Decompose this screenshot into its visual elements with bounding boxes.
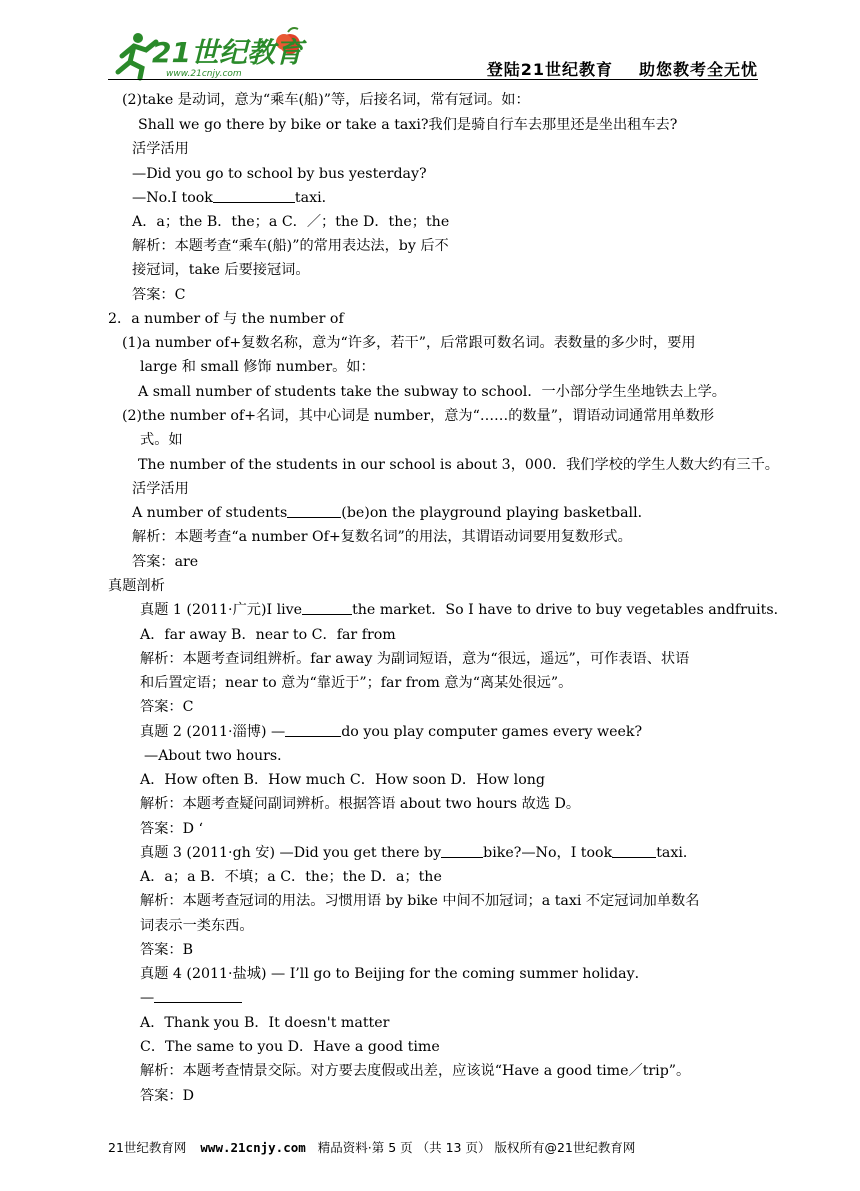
text-line: Shall we go there by bike or take a taxi?我们是骑自行车去那里还是坐出租车去?: [138, 117, 678, 133]
text-line: 真题 2 (2011·淄博) — do you play computer games every week?: [140, 724, 643, 740]
text-line: 真题 4 (2011·盐城) — I’ll go to Beijing for the coming summer holiday．: [140, 966, 649, 982]
text-line: The number of the students in our school is about 3，000．我们学校的学生人数大约有三千。: [138, 457, 779, 473]
text-line: 接冠词，take 后要接冠词。: [132, 262, 310, 278]
text-line: 式。如: [140, 432, 183, 448]
footer-info: 精品资料·第 5 页 （共 13 页） 版权所有@21世纪教育网: [317, 1140, 636, 1155]
text-line: —Did you go to school by bus yesterday?: [132, 166, 427, 182]
page-header: [108, 26, 758, 82]
slogan-left: 登陆21世纪教育: [486, 60, 613, 79]
text-line: 答案：are: [132, 554, 199, 570]
text-line: 答案：B: [140, 942, 193, 958]
answer-blank: [213, 188, 295, 203]
text-line: 词表示一类东西。: [140, 918, 254, 934]
text-line: A．far away B．near to C．far from: [140, 627, 396, 643]
text-line: A number of students (be)on the playground playing basketball．: [132, 505, 652, 521]
footer-site: 21世纪教育网: [108, 1140, 187, 1155]
text-line: C．The same to you D．Have a good time: [140, 1039, 440, 1055]
logo-url: www.21cnjy.com: [166, 69, 242, 79]
site-logo: [108, 26, 308, 82]
answer-blank: [154, 988, 242, 1003]
text-line: 活学活用: [132, 141, 189, 157]
text-line: 解析：本题考查“乘车(船)”的常用表达法，by 后不: [132, 238, 449, 254]
text-line: 2．a number of 与 the number of: [108, 311, 344, 327]
text-line: A．How often B．How much C．How soon D．How long: [140, 772, 545, 788]
text-line: A．a；the B．the；a C．／；the D．the；the: [132, 214, 450, 230]
text-line: (2)the number of+名词，其中心词是 number，意为“……的数量”，谓语动词通常用单数形: [122, 408, 715, 424]
answer-blank: [285, 722, 341, 737]
header-slogan: [461, 57, 758, 80]
text-line: 答案：C: [140, 699, 194, 715]
answer-blank: [441, 843, 483, 858]
text-line: 答案：D: [140, 1088, 194, 1104]
text-line: 真题 3 (2011·gh 安) —Did you get there by bike?—No，I took taxi．: [140, 845, 698, 861]
text-line: 解析：本题考查“a number Of+复数名词”的用法，其谓语动词要用复数形式。: [132, 529, 632, 545]
runner-icon: [118, 33, 156, 78]
header-divider: [108, 79, 758, 80]
text-line: A．Thank you B．It doesn't matter: [140, 1015, 390, 1031]
text-line: A．a；a B．不填；a C．the；the D．a；the: [140, 869, 442, 885]
logo-text: 21世纪教育: [152, 36, 303, 69]
text-line: A small number of students take the subway to school．一小部分学生坐地铁去上学。: [138, 384, 726, 400]
answer-blank: [302, 600, 352, 615]
answer-blank: [287, 503, 341, 518]
page-footer: [108, 1138, 758, 1156]
footer-url: www.21cnjy.com: [200, 1140, 306, 1155]
text-line: 解析：本题考查情景交际。对方要去度假或出差，应该说“Have a good time／trip”。: [140, 1063, 691, 1079]
slogan-right: 助您教考全无忧: [638, 60, 758, 79]
text-line: 真题 1 (2011·广元)I live the market．So I have to drive to buy vegetables andfruits．: [140, 602, 788, 618]
text-line: 解析：本题考查词组辨析。far away 为副词短语，意为“很远，遥远”，可作表语、状语: [140, 651, 690, 667]
text-line: 答案：C: [132, 287, 186, 303]
text-line: 真题剖析: [108, 578, 165, 594]
text-line: 解析：本题考查疑问副词辨析。根据答语 about two hours 故选 D。: [140, 796, 581, 812]
text-line: large 和 small 修饰 number。如：: [140, 359, 375, 375]
text-line: 答案：D ‘: [140, 821, 203, 837]
text-line: (1)a number of+复数名称，意为“许多，若干”，后常跟可数名词。表数量的多少时，要用: [122, 335, 696, 351]
answer-blank: [612, 843, 656, 858]
text-line: —: [140, 988, 242, 1008]
text-line: 解析：本题考查冠词的用法。习惯用语 by bike 中间不加冠词；a taxi 不定冠词加单数名: [140, 893, 700, 909]
text-line: —No.I took taxi．: [132, 190, 336, 206]
text-line: 活学活用: [132, 481, 189, 497]
text-line: 和后置定语；near to 意为“靠近于”；far from 意为“离某处很远”。: [140, 675, 573, 691]
text-line: —About two hours．: [144, 748, 292, 764]
text-line: (2)take 是动词，意为“乘车(船)”等，后接名词，常有冠词。如：: [122, 92, 530, 108]
